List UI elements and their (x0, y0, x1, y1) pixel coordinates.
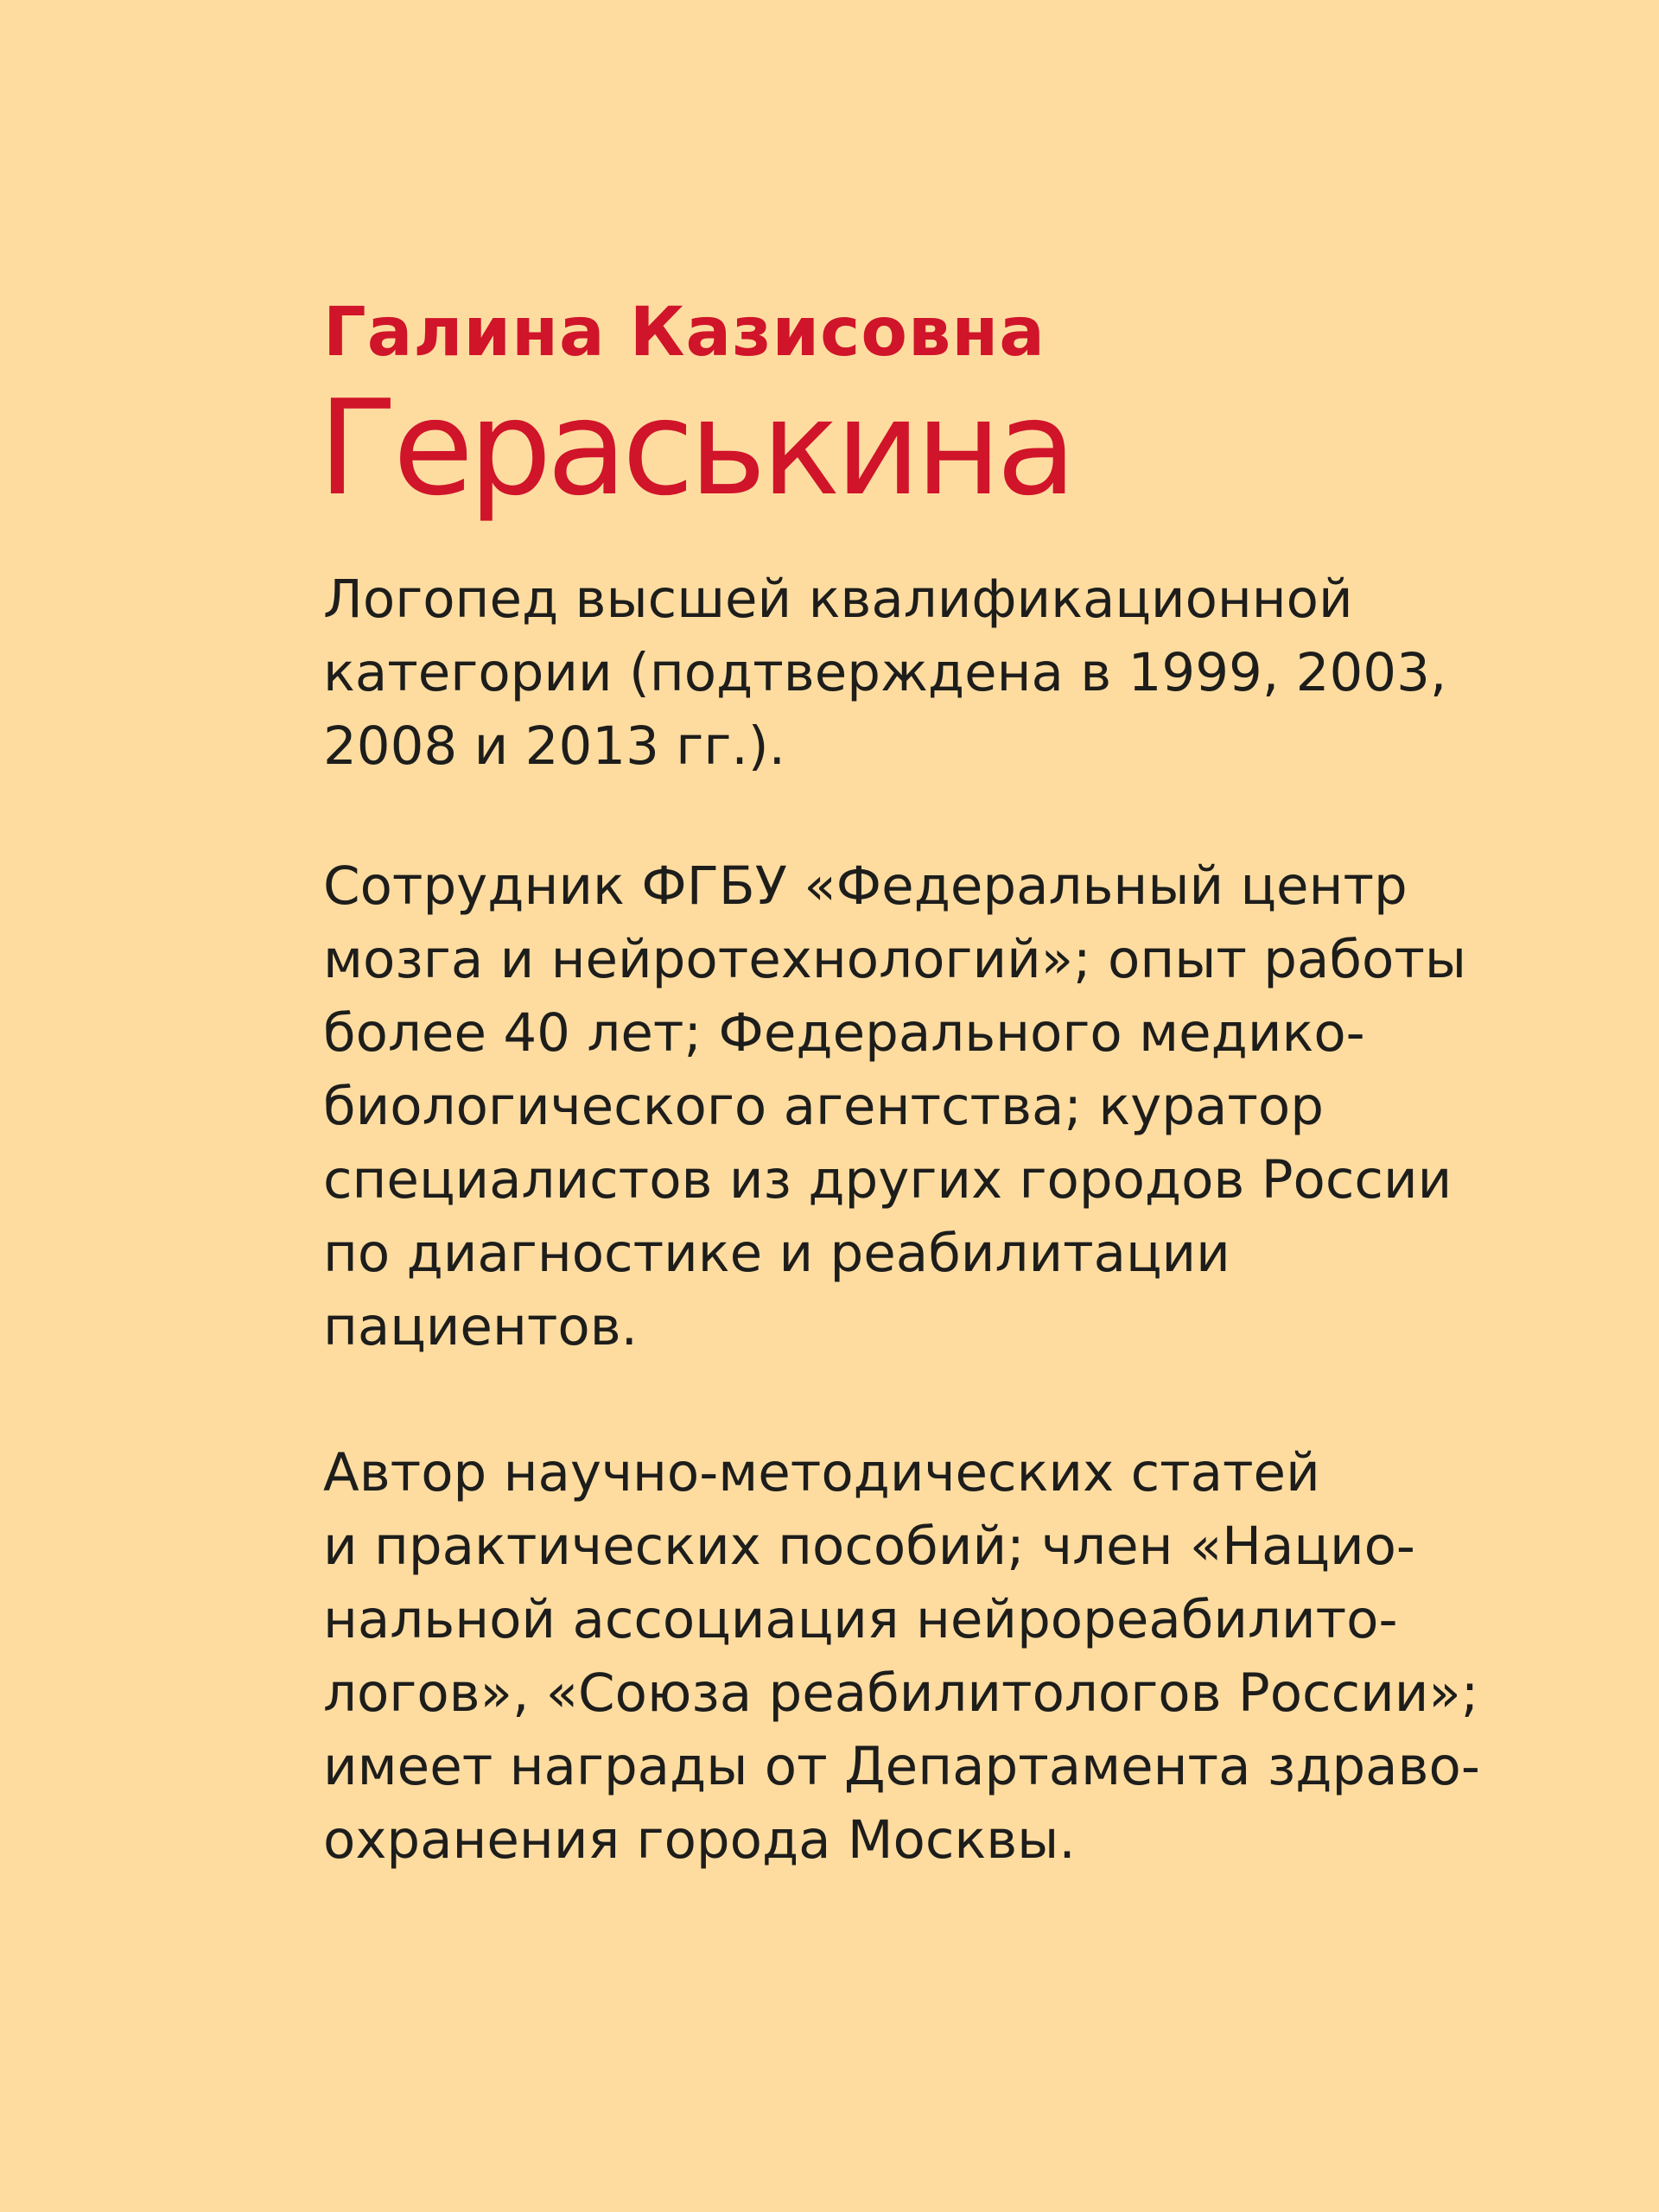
bio-paragraph-qualification: Логопед высшей квалификационной категории (подтверждена в 1999, 2003, 2008 и 2013 гг.). (323, 569, 1447, 777)
bio-paragraph-employment: Сотрудник ФГБУ «Федеральный центр мозга и нейротехнологий»; опыт работы более 40 лет; Федерального медико- биологического агентства; куратор специалистов из других городов России по диагностике и реабилитации пациентов. (323, 855, 1467, 1357)
author-bio-block (318, 289, 1533, 1877)
author-surname: Гераськина (318, 372, 1072, 524)
bio-paragraph-publications: Автор научно-методических статей и практических пособий; член «Нацио- нальной ассоциация нейрореабилито- логов», «Союза реабилитологов России»; имеет награды от Департамента здраво- охранения города Москвы. (323, 1442, 1480, 1871)
author-first-names: Галина Казисовна (323, 294, 1046, 372)
